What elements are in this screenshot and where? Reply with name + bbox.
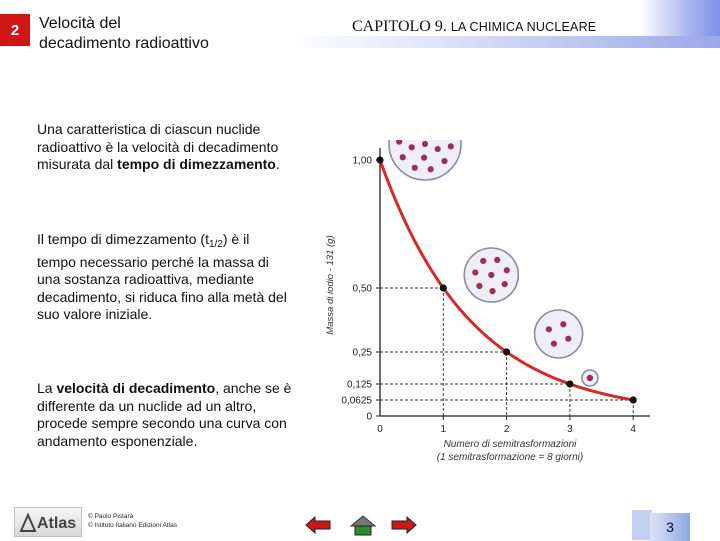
data-point [503,348,510,355]
home-button[interactable] [349,513,377,537]
atom-dot [448,143,454,149]
y-tick-label: 0,50 [352,283,372,295]
y-tick-label: 1,00 [352,155,372,167]
y-tick-label: 0 [366,411,372,423]
atom-dot [504,267,510,273]
chapter-label: CAPITOLO 9. [352,18,447,35]
page-number: 3 [666,519,674,535]
atom-dot [560,321,566,327]
next-button[interactable] [391,513,417,537]
atom-dot [546,326,552,332]
footer-credits [88,512,177,530]
atom-dot [472,269,478,275]
atom-dot [494,257,500,263]
home-icon [349,514,377,536]
x-tick-label: 4 [630,424,636,435]
x-tick-label: 0 [377,424,383,435]
atom-dot [476,283,482,289]
paragraph-decay-rate [37,380,292,450]
page-number-badge [650,513,690,541]
left-arrow-icon [305,516,331,534]
y-tick-label: 0,125 [346,379,372,391]
p2-subscript: 1/2 [208,239,223,250]
paragraph-half-life-intro [37,121,292,174]
atom-dot [435,146,441,152]
paragraph-half-life-definition [37,231,292,324]
atlas-logo [14,507,82,537]
p1-bold: tempo di dimezzamento [117,156,276,172]
p1-text: Una caratteristica di ciascun nuclide radioattivo è la velocità di decadimento misurata dal [37,121,279,172]
p1-end: . [275,156,280,172]
atom-dot [488,272,494,278]
right-arrow-icon [391,516,417,534]
credit-publisher: © Istituto Italiano Edizioni Atlas [88,522,177,529]
x-axis-label-line1: Numero di semitrasformazioni [443,439,577,450]
atom-dot [409,144,415,150]
chapter-subtitle: LA CHIMICA NUCLEARE [450,20,597,34]
p3-pre: La [37,380,57,396]
data-point [566,380,573,387]
atom-dot [587,375,593,381]
atom-dot [502,281,508,287]
atom-dot [421,155,427,161]
page-badge-left [632,510,652,540]
atom-dot [441,158,447,164]
atom-dot [412,165,418,171]
y-tick-label: 0,0625 [341,395,372,407]
x-tick-label: 3 [567,424,573,435]
section-title [39,14,209,54]
atom-dot [480,258,486,264]
atom-dot [551,341,557,347]
atlas-logo-icon [19,511,77,533]
p3-text: , anche se è differente da un nuclide ad un altro, procede sempre secondo una curva con andamento esponenziale. [37,380,292,449]
atlas-logo-text: Atlas [37,515,77,532]
header-corner-gradient [640,0,720,36]
atom-dot [489,288,495,294]
y-axis-label: Massa di iodio - 131 (g) [325,235,336,335]
section-title-line1: Velocità del [39,15,121,32]
atom-dot [565,336,571,342]
data-point [630,396,637,403]
atom-dot [400,154,406,160]
x-tick-label: 2 [503,424,510,435]
x-tick-label: 1 [440,424,447,435]
atom-dot [428,166,434,172]
p2-a: Il tempo di dimezzamento (t [37,231,209,247]
header-title-bar [290,36,720,48]
x-axis-label-line2: (1 semitrasformazione = 8 giorni) [436,452,584,463]
data-point [376,156,383,163]
section-number-badge [0,14,30,46]
p2-b: ) è il tempo necessario perché la massa di una sostanza radioattiva, mediante decadimento, si riduca fino alla metà del suo valore iniziale. [37,231,287,322]
chart-atom-circles [389,140,598,386]
decay-chart [320,140,700,470]
atom-dot [422,141,428,147]
atom-container-circle [535,310,583,358]
credit-author: © Paolo Pistarà [88,513,134,520]
prev-button[interactable] [305,513,331,537]
section-number: 2 [10,21,20,39]
section-title-line2: decadimento radioattivo [39,35,209,52]
y-tick-label: 0,25 [352,347,372,359]
chapter-heading [352,18,596,36]
p3-bold: velocità di decadimento [56,380,216,396]
data-point [440,284,447,291]
